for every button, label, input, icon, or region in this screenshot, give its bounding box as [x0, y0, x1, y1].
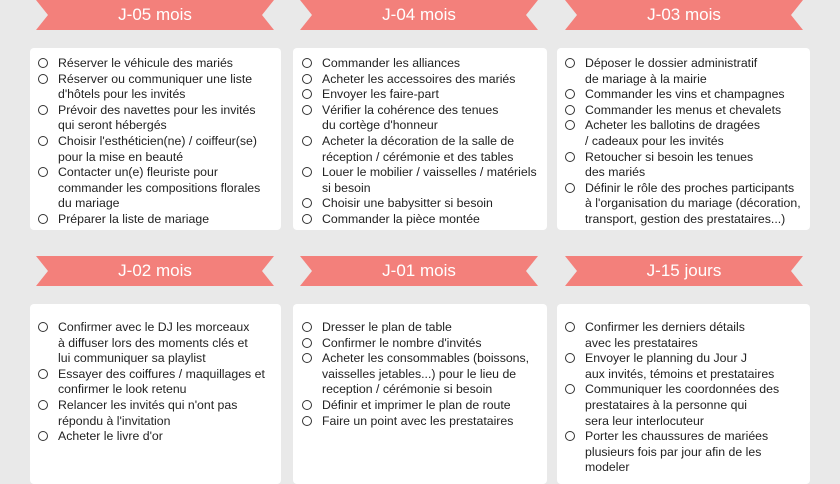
task-label: Commander les menus et chevalets [585, 102, 782, 117]
checkbox-circle-icon[interactable] [565, 120, 575, 130]
checkbox-circle-icon[interactable] [302, 74, 312, 84]
checkbox-circle-icon[interactable] [38, 105, 48, 115]
checkbox-circle-icon[interactable] [302, 198, 312, 208]
task-label: Définir et imprimer le plan de route [322, 397, 511, 412]
checkbox-circle-icon[interactable] [302, 416, 312, 426]
ribbon-j02: J-02 mois [48, 256, 262, 286]
task-label: Envoyer les faire-part [322, 87, 439, 102]
task-item[interactable] [38, 367, 278, 398]
task-item[interactable] [302, 351, 546, 398]
task-label: Acheter les ballotins de dragées / cadeaux pour les invités [585, 118, 760, 148]
checkbox-circle-icon[interactable] [38, 369, 48, 379]
task-item[interactable] [38, 398, 278, 429]
task-label: Préparer la liste de mariage [58, 211, 210, 226]
checkbox-circle-icon[interactable] [38, 431, 48, 441]
checkbox-circle-icon[interactable] [302, 338, 312, 348]
task-item[interactable] [38, 165, 278, 212]
task-label: Réserver le véhicule des mariés [58, 56, 233, 70]
task-label: Choisir une babysitter si besoin [322, 196, 493, 211]
task-item[interactable] [302, 196, 546, 212]
task-list-j04 [302, 56, 546, 228]
checkbox-circle-icon[interactable] [302, 167, 312, 177]
task-label: Acheter la décoration de la salle de réception / cérémonie et des tables [322, 133, 515, 164]
task-item[interactable] [565, 150, 815, 181]
task-label: Confirmer le nombre d'invités [322, 335, 482, 350]
checkbox-circle-icon[interactable] [302, 322, 312, 332]
checkbox-circle-icon[interactable] [38, 214, 48, 224]
task-label: Confirmer les derniers détails avec les prestataires [585, 320, 745, 350]
task-label: Prévoir des navettes pour les invités qui seront hébergés [58, 102, 256, 133]
task-item[interactable] [302, 56, 546, 72]
checkbox-circle-icon[interactable] [565, 105, 575, 115]
task-item[interactable] [302, 165, 546, 196]
checkbox-circle-icon[interactable] [38, 58, 48, 68]
task-item[interactable] [565, 320, 815, 351]
task-item[interactable] [565, 103, 815, 119]
checkbox-circle-icon[interactable] [38, 167, 48, 177]
task-item[interactable] [302, 414, 546, 430]
task-item[interactable] [38, 429, 278, 445]
task-label: Communiquer les coordonnées des prestataires à la personne qui sera leur interlocuteur [585, 382, 780, 428]
task-label: Contacter un(e) fleuriste pour commander les compositions florales du mariage [58, 165, 261, 211]
task-label: Vérifier la cohérence des tenues du cortège d'honneur [322, 102, 499, 133]
task-item[interactable] [302, 134, 546, 165]
task-label: Louer le mobilier / vaisselles / matériels si besoin [322, 165, 537, 195]
checkbox-circle-icon[interactable] [38, 136, 48, 146]
task-item[interactable] [38, 134, 278, 165]
task-list-j05 [38, 56, 278, 228]
task-item[interactable] [565, 351, 815, 382]
task-list-j15 [565, 320, 815, 476]
checkbox-circle-icon[interactable] [302, 400, 312, 410]
task-label: Déposer le dossier administratif de mariage à la mairie [585, 56, 758, 86]
ribbon-j05: J-05 mois [48, 0, 262, 30]
task-label: Acheter les accessoires des mariés [322, 71, 516, 86]
task-label: Acheter les consommables (boissons, vaisselles jetables...) pour le lieu de reception / cérémonie si besoin [322, 351, 530, 397]
task-item[interactable] [302, 398, 546, 414]
task-item[interactable] [302, 87, 546, 103]
checkbox-circle-icon[interactable] [565, 353, 575, 363]
checkbox-circle-icon[interactable] [565, 183, 575, 193]
checkbox-circle-icon[interactable] [565, 431, 575, 441]
checkbox-circle-icon[interactable] [38, 74, 48, 84]
task-label: Essayer des coiffures / maquillages et confirmer le look retenu [58, 366, 265, 397]
task-item[interactable] [38, 103, 278, 134]
ribbon-j04: J-04 mois [312, 0, 526, 30]
task-list-j02 [38, 320, 278, 445]
task-item[interactable] [38, 212, 278, 228]
task-label: Porter les chaussures de mariées plusieurs fois par jour afin de les modeler [585, 429, 769, 475]
task-label: Relancer les invités qui n'ont pas répondu à l'invitation [58, 397, 238, 428]
checkbox-circle-icon[interactable] [302, 136, 312, 146]
task-label: Acheter le livre d'or [58, 429, 163, 444]
task-label: Définir le rôle des proches participants à l'organisation du mariage (décoration, transport, gestion des prestataires...) [585, 180, 801, 226]
checkbox-circle-icon[interactable] [565, 384, 575, 394]
checkbox-circle-icon[interactable] [38, 400, 48, 410]
task-label: Réserver ou communiquer une liste d'hôtels pour les invités [58, 71, 253, 102]
checkbox-circle-icon[interactable] [565, 322, 575, 332]
task-list-j01 [302, 320, 546, 429]
checkbox-circle-icon[interactable] [302, 105, 312, 115]
task-item[interactable] [38, 56, 278, 72]
task-label: Choisir l'esthéticien(ne) / coiffeur(se) pour la mise en beauté [58, 133, 257, 164]
task-item[interactable] [302, 212, 546, 228]
checkbox-circle-icon[interactable] [302, 214, 312, 224]
task-label: Faire un point avec les prestataires [322, 413, 514, 428]
task-item[interactable] [565, 429, 815, 476]
checkbox-circle-icon[interactable] [565, 89, 575, 99]
ribbon-j03: J-03 mois [577, 0, 791, 30]
task-item[interactable] [565, 87, 815, 103]
task-list-j03 [565, 56, 815, 228]
ribbon-j01: J-01 mois [312, 256, 526, 286]
task-item[interactable] [565, 56, 815, 87]
checkbox-circle-icon[interactable] [565, 58, 575, 68]
task-label: Envoyer le planning du Jour J aux invités, témoins et prestataires [585, 351, 775, 381]
task-label: Commander les alliances [322, 56, 461, 70]
task-item[interactable] [302, 103, 546, 134]
task-label: Dresser le plan de table [322, 320, 452, 334]
checkbox-circle-icon[interactable] [302, 58, 312, 68]
checkbox-circle-icon[interactable] [565, 152, 575, 162]
task-item[interactable] [38, 72, 278, 103]
task-item[interactable] [302, 336, 546, 352]
task-item[interactable] [565, 118, 815, 149]
checkbox-circle-icon[interactable] [302, 353, 312, 363]
task-item[interactable] [38, 320, 278, 367]
task-label: Commander la pièce montée [322, 211, 480, 226]
task-item[interactable] [565, 382, 815, 429]
checkbox-circle-icon[interactable] [38, 322, 48, 332]
task-label: Confirmer avec le DJ les morceaux à diffuser lors des moments clés et lui communiquer sa playlist [58, 320, 250, 366]
task-item[interactable] [302, 320, 546, 336]
task-label: Retoucher si besoin les tenues des mariés [585, 149, 754, 180]
checkbox-circle-icon[interactable] [302, 89, 312, 99]
ribbon-j15: J-15 jours [577, 256, 791, 286]
task-label: Commander les vins et champagnes [585, 87, 785, 102]
task-item[interactable] [565, 181, 815, 228]
task-item[interactable] [302, 72, 546, 88]
